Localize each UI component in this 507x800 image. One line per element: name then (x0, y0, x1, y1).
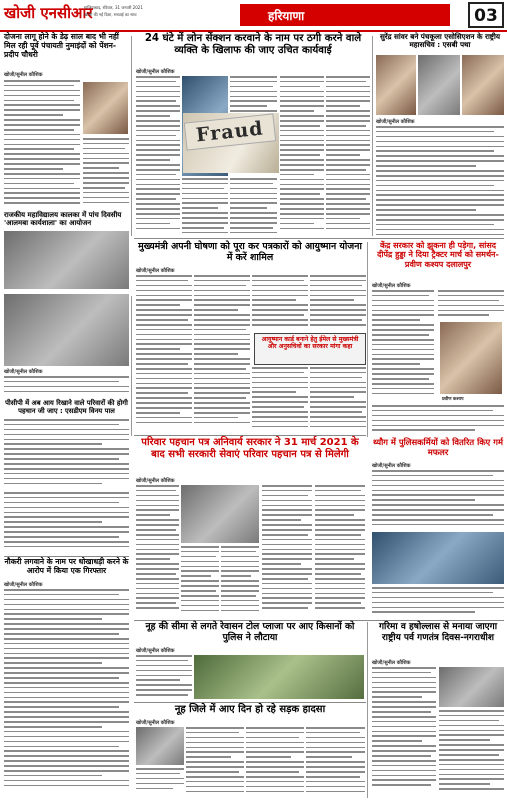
byline: खोजी/सुनील कौशिक (376, 119, 415, 125)
story-body (280, 76, 324, 236)
headline-road-accident: नूह जिले में आए दिन हो रहे सड़क हादसा (174, 704, 326, 715)
section-rule (134, 238, 504, 239)
mufflers-photo (372, 532, 504, 584)
story-body (186, 727, 244, 797)
story-body (376, 126, 504, 236)
headline-workshop: राजकीय महाविद्यालय कालका में पांच दिवसीय 'आलमबा कार्यशाला' का आयोजन (4, 211, 122, 228)
byline: खोजी/सुनील कौशिक (136, 478, 175, 484)
story-body (372, 587, 504, 619)
story-body (252, 367, 308, 430)
byline: खोजी/सुनील कौशिक (136, 268, 175, 274)
story-body (182, 178, 228, 236)
byline: खोजी/सुनील कौशिक (372, 660, 411, 666)
byline: खोजी/सुनील कौशिक (4, 369, 43, 375)
fraud-image-text: Fraud (184, 113, 276, 150)
accident-photo (136, 727, 184, 765)
headline-loan-fraud: 24 घंटे में लोन सेंक्शन करवाने के नाम पर ठगी करने वाले व्यक्ति के खिलाफ की जाए उचित कार्यवाई (144, 33, 362, 57)
story-body (230, 178, 277, 236)
story-body (372, 405, 504, 435)
story-body (438, 290, 504, 320)
headline-mufflers: थ्यौग में पुलिसकर्मियों को वितरित किए गर्म मफलर (373, 437, 503, 457)
headline-pcp: पीसीपी में अब आय रिखाने वाले परिवारों की होगी पहचान जी जाए : एसडीएम विनय पाल (5, 399, 128, 416)
byline: खोजी/सुनील कौशिक (372, 463, 411, 469)
story-body (181, 546, 219, 617)
section-rule (134, 702, 366, 703)
story-body (310, 275, 366, 330)
toll-plaza-photo (194, 655, 364, 699)
story-body (230, 76, 277, 114)
column-rule (367, 622, 368, 798)
byline: खोजी/सुनील कौशिक (136, 648, 175, 654)
headline-ayushman: मुख्यमंत्री अपनी घोषणा को पूरा कर पत्रकारों को आयुष्मान योजना में करें शामिल (138, 241, 362, 264)
association-photo-3 (462, 55, 504, 115)
byline: खोजी/सुनील कौशिक (4, 72, 43, 78)
column-rule (367, 242, 368, 437)
story-body (246, 727, 304, 797)
story-body (136, 655, 192, 700)
story-body (315, 485, 365, 617)
masthead-info (84, 4, 194, 18)
headline-pension: दोजना लागू होने के डेढ़ साल बाद भी नहीं मिल रही पूर्व पंचायती नुमाइंदों को पेंशन-प्रदीप चौधरी (4, 32, 119, 59)
story-body (194, 275, 250, 430)
association-photo-2 (418, 55, 460, 115)
headline-toll-plaza: नूह की सीमा से लगते रेवासन टोल प्लाजा पर आए किसानों को पुलिस ने लौटाया (145, 621, 355, 643)
association-photo-1 (376, 55, 416, 115)
story-body (439, 710, 504, 797)
photo-caption: प्रवीण कश्यप (442, 397, 464, 402)
republic-day-photo (439, 667, 504, 707)
subhead-ayushman: आयुष्मान कार्ड बनाने हेतु ईमेल से मुख्यमंत्री और अनुसचिवों का सरकार मांगा कहा (261, 336, 359, 351)
story-body (221, 546, 259, 617)
family-id-photo (181, 485, 259, 543)
page-number: 03 (468, 2, 504, 28)
story-body (306, 727, 365, 797)
story-body (372, 667, 436, 797)
story-body (136, 485, 179, 617)
byline: खोजी/सुनील कौशिक (136, 720, 175, 726)
subhead-box (254, 333, 366, 365)
masthead (0, 0, 507, 32)
headline-republic-day: गरिमा व हषोल्लास से मनाया जाएगा राष्ट्रीय पर्व गणतंत्र दिवस-नगराधीश (378, 622, 498, 643)
masthead-tagline: खोजी की नई दिशा, सच्चाई का साथ (84, 12, 137, 17)
story-body (372, 290, 434, 400)
column-rule (131, 296, 132, 436)
section-banner: हरियाणा (240, 4, 450, 26)
story-body (83, 138, 129, 208)
workshop-photo (4, 231, 129, 289)
story-body (252, 275, 308, 330)
left-mid-photo (4, 294, 129, 366)
story-body (136, 76, 180, 236)
story-body (4, 589, 129, 796)
praveen-kashyap-photo (440, 322, 502, 394)
story-body (136, 768, 184, 797)
headline-job-fraud: नौकरी लगवाने के नाम पर धोखाधड़ी करने के आरोप में किया एक गिरफ्तार (4, 557, 129, 575)
story-photo (83, 82, 128, 134)
headline-association: सुरेंद्र सांवर बने पंचकूला एसोसिएशन के राष्ट्रीय महासचिव : एसबी पथा (379, 32, 501, 50)
story-body (310, 367, 366, 430)
headline-tractor-march: केंद्र सरकार को झुकना ही पड़ेगा, सांसद दीपेंद्र हुड्डा ने दिया ट्रैक्टर मार्च को समर्थन-प्रवीण कश्यप दलालपुर (377, 241, 499, 269)
column-rule (131, 36, 132, 236)
story-body (136, 275, 192, 430)
story-body (4, 376, 129, 396)
byline: खोजी/सुनील कौशिक (372, 283, 411, 289)
story-body (262, 485, 312, 617)
byline: खोजी/सुनील कौशिक (4, 582, 43, 588)
section-rule (134, 435, 366, 436)
story-body (4, 419, 129, 489)
story-body (4, 492, 129, 554)
story-body (326, 76, 370, 236)
masthead-date: गाजियाबाद, रविवार, 31 जनवरी 2021 (84, 5, 143, 10)
newspaper-logo: खोजी एनसीआर (4, 4, 93, 22)
byline: खोजी/सुनील कौशिक (136, 69, 175, 75)
headline-family-id: परिवार पहचान पत्र अनिवार्य सरकार ने 31 मार्च 2021 के बाद सभी सरकारी सेवाएं परिवार पहचान पत्र से मिलेगी (141, 437, 359, 460)
story-body (372, 470, 504, 530)
column-rule (372, 36, 373, 236)
story-body (4, 80, 80, 208)
